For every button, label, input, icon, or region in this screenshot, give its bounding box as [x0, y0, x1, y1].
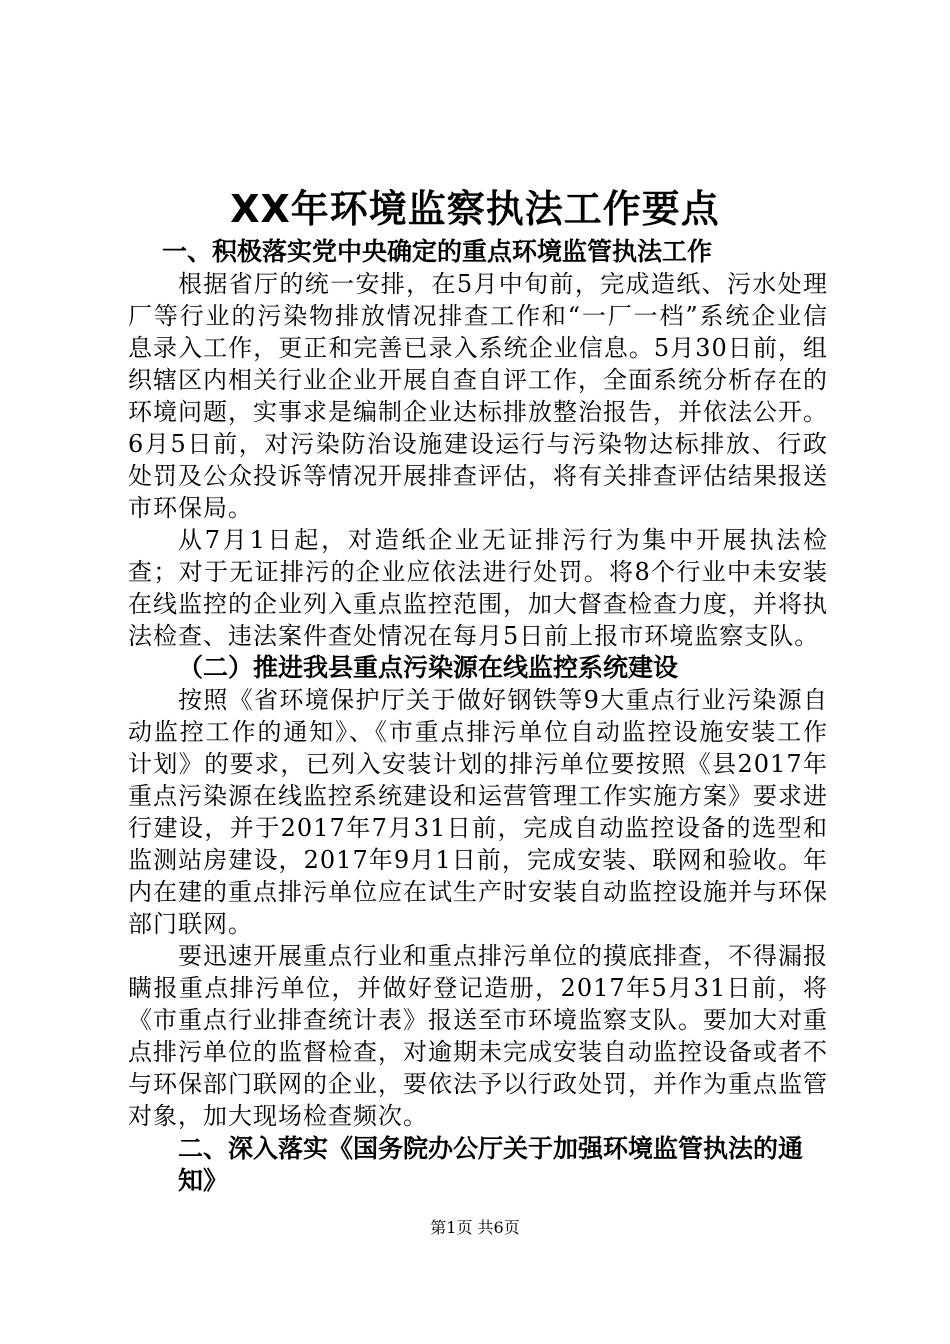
section-heading-1: 一、积极落实党中央确定的重点环境监管执法工作 — [162, 237, 713, 266]
paragraph: 从7月1日起，对造纸企业无证排污行为集中开展执法检查；对于无证排污的企业应依法进行处罚。将8个行业中未安装在线监控的企业列入重点监控范围，加大督查检查力度，并将执法检查、违法案件查处情况在每月5日前上报市环境监察支队。 — [128, 526, 828, 650]
paragraph: 要迅速开展重点行业和重点排污单位的摸底排查，不得漏报瞒报重点排污单位，并做好登记造册，2017年5月31日前，将《市重点行业排查统计表》报送至市环境监察支队。要加大对重点排污单位的监督检查，对逾期未完成安装自动监控设备或者不与环保部门联网的企业，要依法予以行政处罚，并作为重点监管对象，加大现场检查频次。 — [128, 942, 828, 1130]
document-title: XX年环境监察执法工作要点 — [230, 187, 720, 231]
paragraph: 按照《省环境保护厅关于做好钢铁等9大重点行业污染源自动监控工作的通知》、《市重点排污单位自动监控设施安装工作计划》的要求，已列入安装计划的排污单位要按照《县2017年重点污染源在线监控系统建设和运营管理工作实施方案》要求进行建设，并于2017年7月31日前，完成自动监控设备的选型和监测站房建设，2017年9月1日前，完成安装、联网和验收。年内在建的重点排污单位应在试生产时安装自动监控设施并与环保部门联网。 — [128, 686, 828, 938]
section-heading-2: （二）推进我县重点污染源在线监控系统建设 — [178, 653, 679, 682]
document-body — [128, 236, 828, 1197]
section-heading-3: 二、深入落实《国务院办公厅关于加强环境监管执法的通知》 — [178, 1134, 804, 1195]
paragraph: 根据省厅的统一安排，在5月中旬前，完成造纸、污水处理厂等行业的污染物排放情况排查工作和“一厂一档”系统企业信息录入工作，更正和完善已录入系统企业信息。5月30日前，组织辖区内相关行业企业开展自查自评工作，全面系统分析存在的环境问题，实事求是编制企业达标排放整治报告，并依法公开。6月5日前，对污染防治设施建设运行与污染物达标排放、行政处罚及公众投诉等情况开展排查评估，将有关排查评估结果报送市环保局。 — [128, 270, 828, 522]
page-footer: 第1页 共6页 — [430, 1218, 520, 1237]
